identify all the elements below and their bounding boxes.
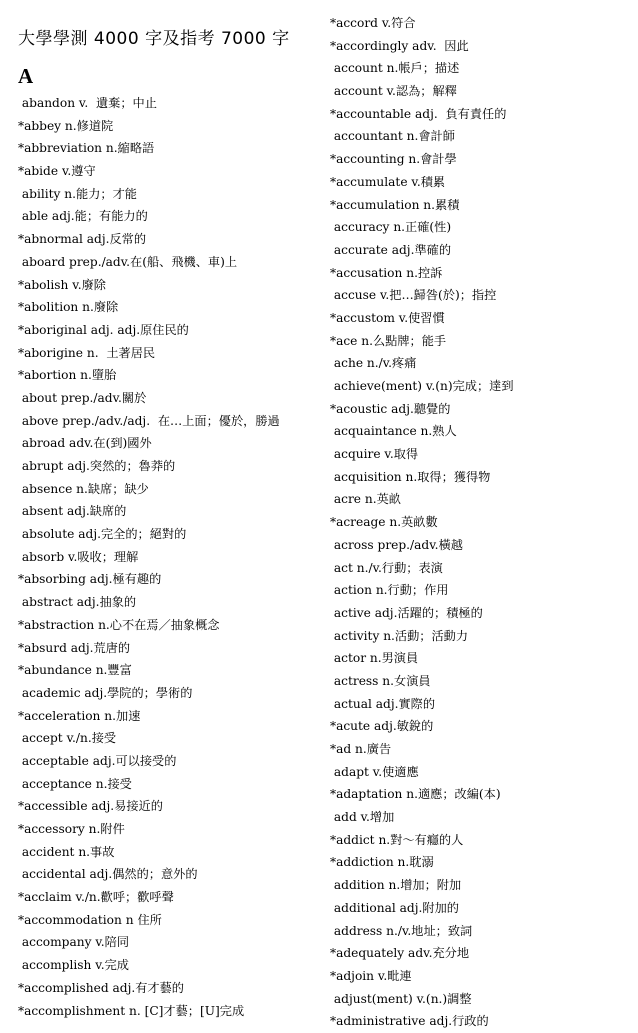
vocab-entry: accept v./n.接受 bbox=[18, 731, 117, 746]
vocab-entry: about prep./adv.關於 bbox=[18, 390, 147, 405]
vocab-entry: *aboriginal adj. adj.原住民的 bbox=[18, 322, 189, 337]
vocab-entry: additional adj.附加的 bbox=[330, 900, 459, 915]
vocab-entry: *addiction n.耽溺 bbox=[330, 855, 434, 870]
left-word-column bbox=[18, 92, 318, 1022]
vocab-entry: *abundance n.豐富 bbox=[18, 663, 132, 678]
vocab-entry: *abnormal adj.反常的 bbox=[18, 232, 147, 247]
vocab-entry: absorb v.吸收；理解 bbox=[18, 549, 139, 564]
vocab-entry: abandon v. 遺棄；中止 bbox=[18, 96, 157, 110]
vocab-entry: *acceleration n.加速 bbox=[18, 708, 141, 723]
vocab-entry: absence n.缺席；缺少 bbox=[18, 481, 149, 496]
vocab-entry: accuse v.把…歸咎(於)；指控 bbox=[330, 288, 497, 303]
vocab-entry: absent adj.缺席的 bbox=[18, 504, 127, 519]
vocab-entry: *accessory n.附件 bbox=[18, 822, 125, 836]
vocab-entry: academic adj.學院的；學術的 bbox=[18, 685, 193, 700]
vocab-entry: activity n.活動；活動力 bbox=[330, 628, 469, 643]
vocab-entry: *accord v.符合 bbox=[330, 16, 416, 30]
vocab-entry: aboard prep./adv.在(船、飛機、車)上 bbox=[18, 254, 238, 269]
vocab-entry: acquaintance n.熟人 bbox=[330, 424, 457, 439]
vocab-entry: *aborigine n. 土著居民 bbox=[18, 345, 156, 360]
vocab-entry: *accomplished adj.有才藝的 bbox=[18, 980, 184, 995]
vocab-entry: *abide v.遵守 bbox=[18, 164, 96, 179]
vocab-entry: acre n.英畝 bbox=[330, 492, 401, 507]
vocab-entry: abstract adj.抽象的 bbox=[18, 595, 137, 610]
vocab-entry: adapt v.使適應 bbox=[330, 764, 419, 779]
vocab-entry: addition n.增加；附加 bbox=[330, 878, 462, 893]
vocab-entry: *accounting n.會計學 bbox=[330, 152, 457, 167]
vocab-entry: actor n.男演員 bbox=[330, 651, 419, 666]
vocab-entry: account v.認為；解釋 bbox=[330, 84, 457, 99]
vocab-entry: *accustom v.使習慣 bbox=[330, 310, 445, 325]
vocab-entry: *acreage n.英畝數 bbox=[330, 515, 438, 530]
vocab-entry: *abolish v.廢除 bbox=[18, 277, 106, 292]
vocab-entry: abroad adv.在(到)國外 bbox=[18, 436, 152, 451]
section-letter-heading: A bbox=[18, 64, 34, 88]
vocab-entry: actress n.女演員 bbox=[330, 673, 431, 688]
vocab-entry: accidental adj.偶然的；意外的 bbox=[18, 867, 198, 882]
vocab-entry: *accumulate v.積累 bbox=[330, 174, 446, 189]
vocab-entry: *accumulation n.累積 bbox=[330, 197, 460, 212]
vocab-entry: able adj.能；有能力的 bbox=[18, 209, 148, 224]
vocab-entry: address n./v.地址；致詞 bbox=[330, 923, 473, 938]
vocab-entry: *accomplishment n. [C]才藝；[U]完成 bbox=[18, 1003, 245, 1018]
vocab-entry: *acclaim v./n.歡呼；歡呼聲 bbox=[18, 890, 174, 905]
vocab-entry: accurate adj.準確的 bbox=[330, 242, 452, 257]
vocab-entry: *adaptation n.適應；改編(本) bbox=[330, 787, 501, 802]
vocab-entry: *accommodation n 住所 bbox=[18, 912, 162, 927]
vocab-entry: above prep./adv./adj. 在…上面；優於，勝過 bbox=[18, 413, 280, 428]
vocab-entry: *accordingly adv. 因此 bbox=[330, 38, 469, 53]
vocab-entry: acceptance n.接受 bbox=[18, 776, 132, 791]
vocab-entry: action n.行動；作用 bbox=[330, 583, 449, 598]
vocab-entry: *administrative adj.行政的 bbox=[330, 1014, 489, 1029]
vocab-entry: *absorbing adj.極有趣的 bbox=[18, 572, 162, 587]
right-word-column bbox=[330, 12, 630, 1033]
vocab-entry: *ace n.么點牌；能手 bbox=[330, 333, 447, 348]
page-title: 大學學測 4000 字及指考 7000 字 bbox=[18, 29, 290, 49]
vocab-entry: act n./v.行動；表演 bbox=[330, 560, 443, 575]
vocab-entry: absolute adj.完全的；絕對的 bbox=[18, 527, 187, 542]
vocab-entry: across prep./adv.橫越 bbox=[330, 537, 463, 552]
vocab-entry: *acute adj.敏銳的 bbox=[330, 719, 434, 734]
vocab-entry: *addict n.對～有癮的人 bbox=[330, 832, 464, 847]
vocab-entry: *adjoin v.毗連 bbox=[330, 968, 412, 983]
vocab-entry: accountant n.會計師 bbox=[330, 129, 455, 144]
vocab-entry: *ad n.廣告 bbox=[330, 742, 392, 756]
vocab-entry: *abbreviation n.縮略語 bbox=[18, 141, 155, 156]
vocab-entry: account n.帳戶；描述 bbox=[330, 61, 460, 76]
vocab-entry: ache n./v.疼痛 bbox=[330, 356, 417, 371]
vocab-entry: accident n.事故 bbox=[18, 844, 115, 859]
vocab-entry: accuracy n.正確(性) bbox=[330, 220, 452, 235]
vocab-entry: active adj.活躍的；積極的 bbox=[330, 605, 483, 620]
vocab-entry: achieve(ment) v.(n)完成；達到 bbox=[330, 379, 514, 393]
vocab-entry: *abstraction n.心不在焉／抽象概念 bbox=[18, 617, 220, 632]
vocab-entry: adjust(ment) v.(n.)調整 bbox=[330, 991, 472, 1006]
vocab-entry: *absurd adj.荒唐的 bbox=[18, 640, 131, 655]
vocab-entry: *adequately adv.充分地 bbox=[330, 946, 470, 961]
vocab-entry: ability n.能力；才能 bbox=[18, 186, 137, 201]
vocab-entry: actual adj.實際的 bbox=[330, 696, 436, 711]
vocab-entry: *abolition n.廢除 bbox=[18, 300, 119, 315]
vocab-entry: *accountable adj. 負有責任的 bbox=[330, 106, 507, 121]
vocab-entry: *acoustic adj.聽覺的 bbox=[330, 401, 451, 416]
vocab-entry: *accusation n.控訴 bbox=[330, 265, 443, 280]
vocab-entry: *accessible adj.易接近的 bbox=[18, 799, 163, 814]
vocab-entry: accomplish v.完成 bbox=[18, 958, 129, 973]
vocab-entry: accompany v.陪同 bbox=[18, 935, 130, 950]
vocab-entry: *abortion n.墮胎 bbox=[18, 368, 117, 383]
vocab-entry: add v.增加 bbox=[330, 810, 395, 825]
vocab-entry: abrupt adj.突然的；魯莽的 bbox=[18, 459, 176, 473]
vocab-entry: acquisition n.取得；獲得物 bbox=[330, 469, 491, 484]
vocab-entry: *abbey n.修道院 bbox=[18, 118, 114, 133]
vocab-entry: acquire v.取得 bbox=[330, 447, 419, 462]
vocab-entry: acceptable adj.可以接受的 bbox=[18, 753, 177, 768]
